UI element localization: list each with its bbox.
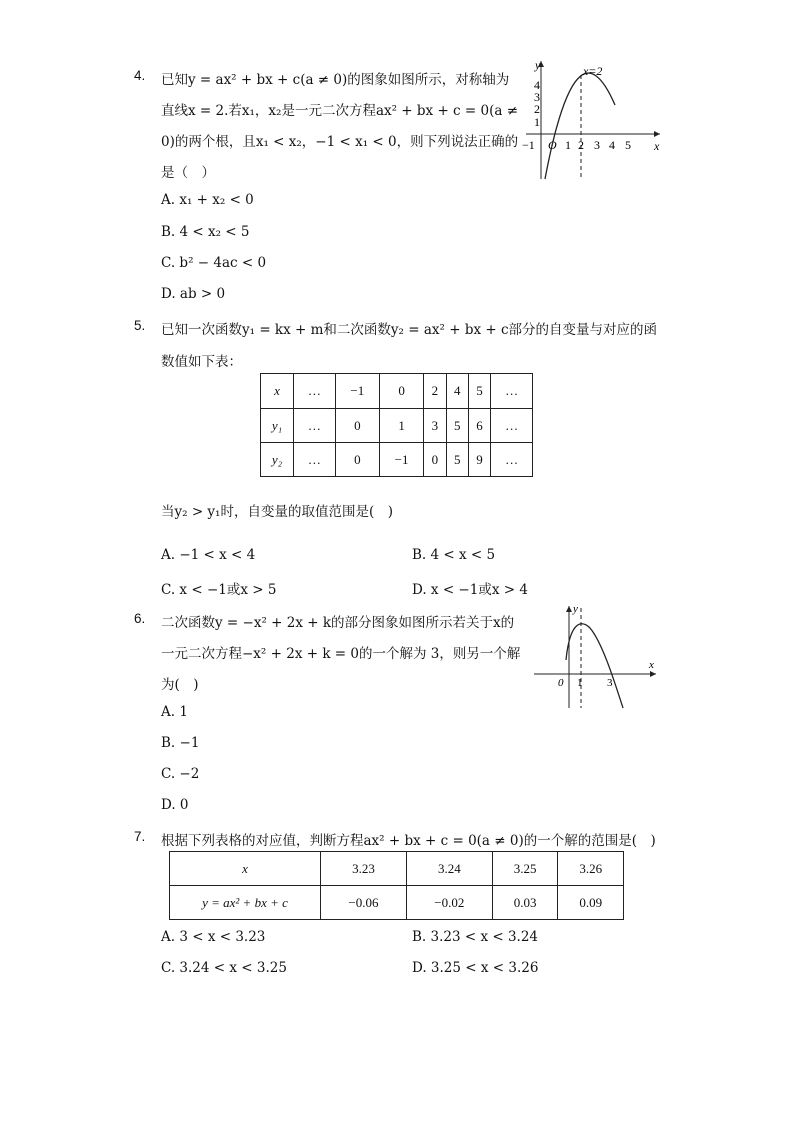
option-b[interactable]: B. 3.23 < x < 3.24	[412, 929, 539, 945]
y-axis-label: y	[573, 603, 578, 615]
table-cell: 0.03	[492, 886, 558, 920]
x-tick: −1	[522, 138, 535, 152]
option-c[interactable]: C. 3.24 < x < 3.25	[161, 960, 287, 976]
table-cell: …	[294, 443, 336, 477]
table-cell: …	[491, 374, 533, 409]
table-row	[170, 886, 624, 920]
option-b[interactable]: B. 4 < x₂ < 5	[161, 224, 250, 240]
parabola-graph-q6	[530, 600, 660, 710]
table-cell: −0.06	[321, 886, 407, 920]
y-axis-arrow	[566, 606, 572, 612]
question-number: 4.	[134, 68, 146, 83]
value-table-q5	[260, 373, 533, 477]
question-text-line: 数值如下表：	[161, 354, 242, 370]
x-axis-arrow	[654, 131, 660, 137]
question-text-line: 根据下列表格的对应值，判断方程ax² + bx + c = 0(a ≠ 0)的一个解的范围是( )	[161, 833, 656, 849]
table-row	[261, 409, 533, 443]
option-b[interactable]: B. 4 < x < 5	[412, 547, 496, 563]
x-axis-arrow	[650, 671, 656, 677]
table-cell: 3	[424, 409, 446, 443]
table-cell: 4	[446, 374, 468, 409]
option-b[interactable]: B. −1	[161, 735, 200, 751]
table-cell: …	[491, 409, 533, 443]
table-cell: …	[491, 443, 533, 477]
option-a[interactable]: A. x₁ + x₂ < 0	[161, 192, 254, 208]
table-cell: −0.02	[406, 886, 492, 920]
option-c[interactable]: C. b² − 4ac < 0	[161, 255, 267, 271]
question-text-line: 一元二次方程−x² + 2x + k = 0的一个解为 3，则另一个解	[161, 646, 521, 662]
x-tick: 1	[577, 677, 583, 689]
question-prompt: 当y₂ > y₁时，自变量的取值范围是( )	[161, 504, 394, 520]
question-number: 7.	[134, 829, 146, 844]
table-cell: −1	[379, 443, 423, 477]
table-header-cell: 3.23	[321, 852, 407, 886]
table-row	[261, 443, 533, 477]
table-cell: 5	[446, 409, 468, 443]
y-tick: 1	[534, 115, 540, 129]
table-header-cell: x	[170, 852, 321, 886]
table-cell: 1	[379, 409, 423, 443]
table-cell: 0	[335, 409, 379, 443]
question-text-line: 是（ ）	[161, 165, 215, 181]
option-d[interactable]: D. 0	[161, 797, 189, 813]
value-table-q7	[169, 851, 624, 920]
option-a[interactable]: A. −1 < x < 4	[161, 547, 256, 563]
x-axis-label: x	[649, 659, 654, 671]
question-text-line: 直线x = 2.若x₁，x₂是一元二次方程ax² + bx + c = 0(a ≠	[161, 103, 519, 119]
table-cell: 9	[468, 443, 490, 477]
table-cell: 0	[379, 374, 423, 409]
table-cell: x	[261, 374, 294, 409]
table-cell: 0	[335, 443, 379, 477]
x-tick: 5	[625, 138, 631, 152]
option-c[interactable]: C. x < −1或x > 5	[161, 582, 277, 598]
symmetry-axis-label: x=2	[583, 64, 603, 78]
table-cell: −1	[335, 374, 379, 409]
option-d[interactable]: D. x < −1或x > 4	[412, 582, 528, 598]
table-cell: …	[294, 374, 336, 409]
question-text-line: 已知y = ax² + bx + c(a ≠ 0)的图象如图所示，对称轴为	[161, 72, 510, 88]
parabola-graph-q4	[518, 55, 668, 185]
x-axis-label: x	[654, 139, 660, 153]
table-cell: …	[294, 409, 336, 443]
parabola-curve	[545, 73, 615, 179]
question-text-line: 已知一次函数y₁ = kx + m和二次函数y₂ = ax² + bx + c部分的自变量与对应的函	[161, 322, 658, 338]
question-number: 6.	[134, 611, 146, 626]
y-tick: 2	[534, 102, 540, 116]
x-tick: 3	[607, 677, 613, 689]
option-a[interactable]: A. 1	[161, 704, 188, 720]
table-cell: 0.09	[558, 886, 624, 920]
table-row	[170, 852, 624, 886]
y-axis-label: y	[535, 58, 541, 72]
question-text-line: 为( )	[161, 677, 199, 693]
x-tick: 3	[594, 138, 600, 152]
table-cell: 5	[468, 374, 490, 409]
table-cell: 6	[468, 409, 490, 443]
option-d[interactable]: D. ab > 0	[161, 286, 226, 302]
option-c[interactable]: C. −2	[161, 766, 200, 782]
table-header-cell: 3.26	[558, 852, 624, 886]
table-header-cell: 3.25	[492, 852, 558, 886]
x-tick: 1	[565, 138, 571, 152]
parabola-curve	[566, 624, 623, 708]
table-cell: 2	[424, 374, 446, 409]
origin-label: O	[548, 138, 557, 152]
table-cell: y₁	[261, 409, 294, 443]
question-text-line: 二次函数y = −x² + 2x + k的部分图象如图所示若关于x的	[161, 615, 515, 631]
table-cell: 0	[424, 443, 446, 477]
table-cell: 5	[446, 443, 468, 477]
x-tick: 4	[609, 138, 615, 152]
question-number: 5.	[134, 318, 146, 333]
table-cell: y = ax² + bx + c	[170, 886, 321, 920]
question-text-line: 0)的两个根，且x₁ < x₂，−1 < x₁ < 0，则下列说法正确的	[161, 134, 519, 150]
x-tick: 2	[578, 138, 584, 152]
option-a[interactable]: A. 3 < x < 3.23	[161, 929, 266, 945]
option-d[interactable]: D. 3.25 < x < 3.26	[412, 960, 539, 976]
table-cell: y₂	[261, 443, 294, 477]
y-tick: 3	[534, 90, 540, 104]
table-header-cell: 3.24	[406, 852, 492, 886]
table-row	[261, 374, 533, 409]
y-tick: 4	[534, 78, 540, 92]
origin-label: 0	[558, 677, 564, 689]
